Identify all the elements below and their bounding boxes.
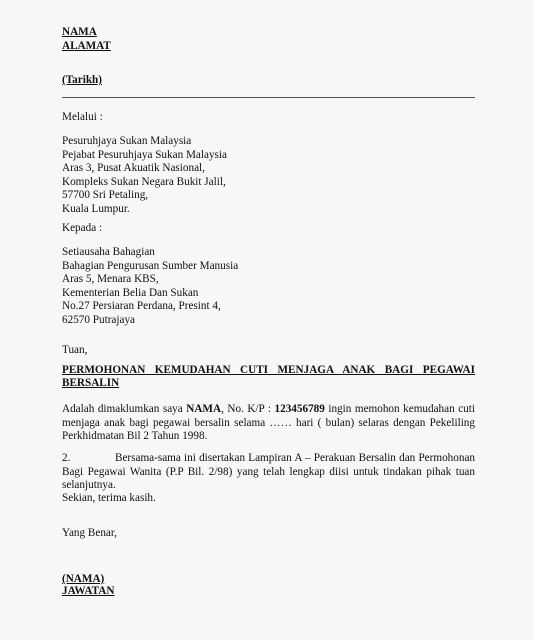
subject-line-1: PERMOHONAN KEMUDAHAN CUTI MENJAGA ANAK BAGI PEGAWAI — [62, 364, 475, 376]
para1-text-a: Adalah dimaklumkan saya — [62, 403, 183, 415]
sender-address: ALAMAT — [62, 40, 111, 52]
header-divider — [62, 97, 475, 98]
letter-date: (Tarikh) — [62, 74, 102, 86]
paragraph-2-line-1: Bersama-sama ini disertakan Lampiran A – Perakuan Bersalin dan Permohonan — [115, 452, 475, 464]
via-line: Kuala Lumpur. — [62, 202, 130, 215]
recipient-line: Setiausaha Bahagian — [62, 246, 155, 258]
via-label: Melalui : — [62, 111, 103, 123]
paragraph-1-line-3: Perkhidmatan Bil 2 Tahun 1998. — [62, 430, 208, 442]
recipient-label: Kepada : — [62, 222, 103, 234]
via-address — [62, 135, 227, 216]
para2-number: 2. — [62, 452, 71, 464]
signature-name: (NAMA) — [62, 573, 105, 585]
via-line: Pesuruhjaya Sukan Malaysia — [62, 135, 192, 147]
recipient-line: Bahagian Pengurusan Sumber Manusia — [62, 259, 239, 272]
signoff: Yang Benar, — [62, 527, 117, 539]
recipient-address — [62, 246, 238, 327]
signature-position: JAWATAN — [62, 585, 115, 597]
salutation: Tuan, — [62, 344, 88, 356]
recipient-line: Kementerian Belia Dan Sukan — [62, 286, 199, 299]
via-line: Pejabat Pesuruhjaya Sukan Malaysia — [62, 148, 227, 161]
recipient-line: 62570 Putrajaya — [62, 313, 136, 326]
paragraph-1-line-2: menjaga anak bagi pegawai bersalin selama …… hari ( bulan) selaras dengan Pekeliling — [62, 417, 475, 429]
ic-number: 123456789 — [274, 403, 325, 415]
applicant-name: NAMA — [186, 403, 222, 415]
via-line: Aras 3, Pusat Akuatik Nasional, — [62, 162, 205, 174]
via-line: 57700 Sri Petaling, — [62, 189, 149, 201]
recipient-line: No.27 Persiaran Perdana, Presint 4, — [62, 300, 221, 312]
paragraph-2-line-2: Bagi Pegawai Wanita (P.P Bil. 2/98) yang telah lengkap diisi untuk tindakan pihak tuan — [62, 466, 475, 478]
paragraph-1-line-1 — [62, 403, 475, 417]
closing: Sekian, terima kasih. — [62, 492, 156, 504]
via-line: Kompleks Sukan Negara Bukit Jalil, — [62, 175, 226, 188]
subject-line-2: BERSALIN — [62, 377, 120, 389]
para1-text-c: ingin memohon kemudahan cuti — [328, 403, 475, 415]
para1-text-b: , No. K/P : — [221, 403, 271, 415]
paragraph-2-line-3: selanjutnya. — [62, 479, 116, 491]
sender-name: NAMA — [62, 26, 97, 38]
recipient-line: Aras 5, Menara KBS, — [62, 273, 159, 285]
